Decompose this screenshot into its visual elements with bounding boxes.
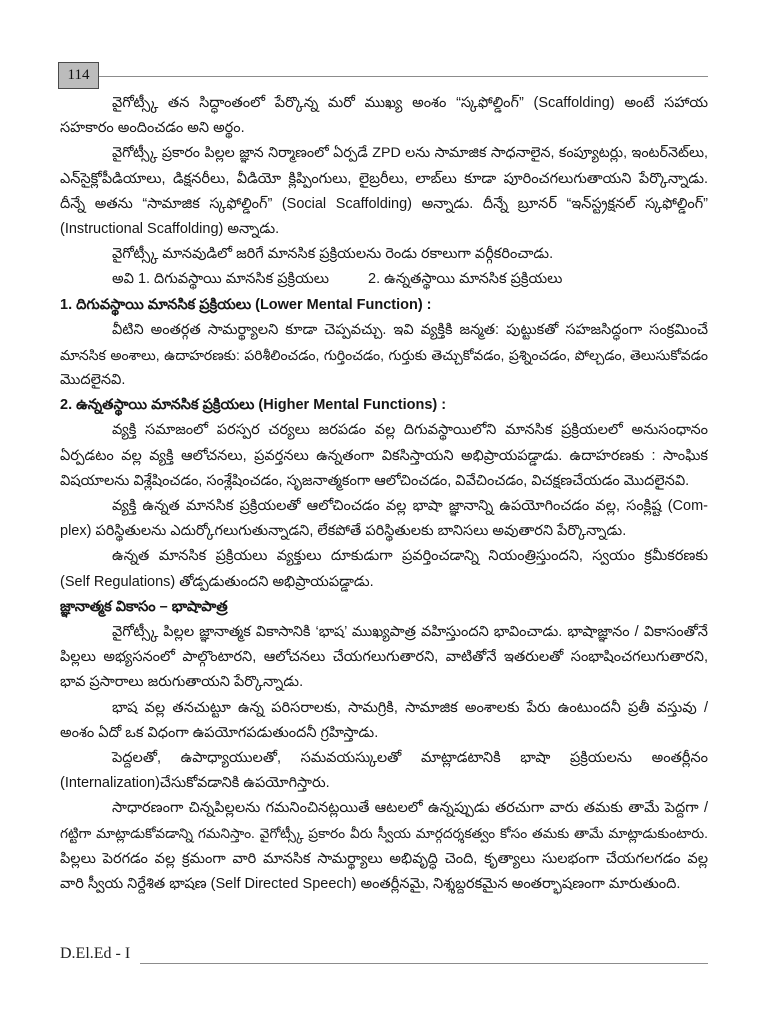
text-line: వీటిని అంతర్గత సామర్థ్యాలని కూడా చెప్పవచ్చు. ఇవి వ్యక్తికి జన్మత: పుట్టుకతో సహజసిద్ధంగా సంక్రమించే: [112, 321, 708, 338]
paragraph-self-directed-speech: [60, 796, 708, 897]
text-line: పిల్లలు అభ్యసనంలో పాల్గొంటారని, ఆలోచనలు చేయగలుగుతారని, వాటితోనే ఇతరులతో సంభాషించగలుగుతారని,: [60, 649, 708, 666]
text-line: వ్యక్తి ఉన్నత మానసిక ప్రక్రియలతో ఆలోచించడం వల్ల భాషా జ్ఞానాన్ని ఉపయోగించడం వల్ల, సంక్లిష్ట (Com-: [112, 498, 708, 514]
page-body: [60, 91, 708, 897]
text-line: గట్టిగా మాట్లాడుకోవడాన్ని గమనిస్తాం. వైగోట్స్కీ ప్రకారం వీరు స్వీయ మార్గదర్శకత్వం కోసం తమకు తామే మాట్లాడుకుంటారు.: [60, 826, 708, 842]
text-line: వ్యక్తి సమాజంలో పరస్పర చర్యలు జరపడం వల్ల దిగువస్థాయిలోని మానసిక ప్రక్రియలలో అనుసంధానం: [112, 422, 708, 439]
text-line: సాధారణంగా చిన్నపిల్లలను గమనించినట్లయితే ఆటలలో ఉన్నప్పుడు తరచుగా వారు తమకు తామే పెద్దగా /: [112, 800, 708, 817]
footer-rule: [140, 963, 708, 964]
text-line: వైగోట్స్కీ ప్రకారం పిల్లల జ్ఞాన నిర్మాణంలో ఏర్పడే ZPD లను సామాజిక సాధనాలైన, కంప్యూటర్లు, ఇంటర్‌నెట్‌లు,: [112, 145, 708, 162]
section-heading-higher: 2. ఉన్నతస్థాయి మానసిక ప్రక్రియలు (Higher Mental Functions) :: [60, 397, 447, 414]
text-line: వైగోట్స్కీ తన సిద్ధాంతంలో పేర్కొన్న మరో ముఖ్య అంశం “స్కఫోల్డింగ్” (Scaffolding) అంటే సహాయ: [112, 95, 708, 111]
type-lower-label: అవి 1. దిగువస్థాయి మానసిక ప్రక్రియలు: [112, 271, 330, 288]
text-line: దీన్నే అతను “సామాజిక స్కఫోల్డింగ్” (Social Scaffolding) అన్నాడు. దీన్నే బ్రూనర్ “ఇన్‌స్ట్రక్షనల్ స్కఫోల్డింగ్”: [60, 195, 708, 212]
type-higher-label: 2. ఉన్నతస్థాయి మానసిక ప్రక్రియలు: [368, 271, 563, 288]
text-line: వారి స్వీయ నిర్దేశిత భాషణ (Self Directed Speech) అంతర్లీనమై, నిశ్శబ్దరకమైన అంతర్భాషణంగా మారుతుంది.: [60, 875, 681, 892]
paragraph-surroundings: [60, 696, 708, 746]
footer-course-label: D.El.Ed - I: [60, 945, 131, 962]
paragraph-lower-functions: [60, 318, 708, 394]
text-line: ఏర్పడటం వల్ల వ్యక్తి ఆలోచనలు, ప్రవర్తనలు ఉన్నతంగా వికసిస్తాయని అభిప్రాయపడ్డాడు. ఉదాహరణకు : సాంఘిక: [60, 447, 708, 464]
page-number: 114: [58, 62, 99, 89]
text-line: వైగోట్స్కీ పిల్లల జ్ఞానాత్మక వికాసానికి ‘భాష’ ముఖ్యపాత్ర వహిస్తుందని భావించాడు. భాషాజ్ఞానం / వికాసంతోనే: [112, 623, 708, 640]
text-line: భావ ప్రసారాలు జరుగుతాయని పేర్కొన్నాడు.: [60, 674, 304, 691]
paragraph-internalization: [60, 746, 708, 796]
text-line: (Internalization)చేసుకోవడానికి ఉపయోగిస్తారు.: [60, 775, 330, 792]
text-line: మానసిక అంశాలు, ఉదాహరణకు: పరిశీలించడం, గుర్తించడం, గుర్తుకు తెచ్చుకోవడం, ప్రశ్నించడం, పోల్చడం, తెలుసుకోవడం: [60, 346, 708, 363]
text-line: ఉన్నత మానసిక ప్రక్రియలు వ్యక్తులు దూకుడుగా ప్రవర్తించడాన్ని నియంత్రిస్తుందని, స్వయం క్రమీకరణకు: [112, 548, 708, 565]
section-heading-language: జ్ఞానాత్మక వికాసం – భాషాపాత్ర: [60, 598, 228, 615]
text-line: plex) పరిస్థితులను ఎదుర్కోగలుగుతున్నాడని, లేకపోతే పరిస్థితులకు బానిసలు అవుతారని పేర్కొన్నాడు.: [60, 523, 627, 540]
paragraph-zpd-tools: [60, 141, 708, 242]
header-rule: [99, 76, 708, 77]
text-line: పెద్దలతో, ఉపాధ్యాయులతో, సమవయస్కులతో మాట్లాడటానికి భాషా ప్రక్రియలను అంతర్లీనం: [112, 749, 708, 766]
text-line: (Instructional Scaffolding) అన్నాడు.: [60, 220, 280, 237]
text-line: వైగోట్స్కీ మానవుడిలో జరిగే మానసిక ప్రక్రియలను రెండు రకాలుగా వర్గీకరించాడు.: [112, 246, 554, 263]
paragraph-scaffolding: [60, 91, 708, 141]
paragraph-higher-functions: [60, 418, 708, 494]
text-line: విషయాలను విశ్లేషించడం, సంశ్లేషించడం, సృజనాత్మకంగా ఆలోచించడం, వివేచించడం, విచక్షణచేయడం మొదలైనవి.: [60, 472, 690, 489]
text-line: భాష వల్ల తనచుట్టూ ఉన్న పరిసరాలకు, సామగ్రికి, సామాజిక అంశాలకు పేరు ఉంటుందనీ ప్రతీ వస్తువు /: [112, 699, 708, 716]
paragraph-self-regulation: [60, 544, 708, 594]
paragraph-language-role: [60, 620, 708, 696]
text-line: (Self Regulations) తోడ్పడుతుందని అభిప్రాయపడ్డాడు.: [60, 573, 374, 590]
paragraph-complex-situations: [60, 494, 708, 544]
paragraph-classification: [60, 242, 708, 267]
text-line: సహకారం అందించడం అని అర్థం.: [60, 120, 245, 137]
text-line: పిల్లలు పెరగడం వల్ల క్రమంగా వారి మానసిక సామర్థ్యాలు అభివృద్ధి చెంది, కృత్యాలు సులభంగా చేయగలగడం వల్ల: [60, 850, 708, 867]
section-heading-lower: 1. దిగువస్థాయి మానసిక ప్రక్రియలు (Lower Mental Function) :: [60, 296, 432, 313]
text-line: ఎన్‌సైక్లోపీడియాలు, డిక్షనరీలు, వీడియో క్లిప్పింగులు, లైబ్రరీలు, లాబ్‌లు కూడా పూరించగలుగుతాయని పేర్కొన్నాడు.: [60, 170, 708, 187]
mental-process-types: [60, 267, 708, 292]
text-line: మొదలైనవి.: [60, 372, 126, 389]
text-line: అంశం ఏదో ఒక విధంగా ఉపయోగపడుతుందనీ గ్రహిస్తాడు.: [60, 724, 379, 741]
